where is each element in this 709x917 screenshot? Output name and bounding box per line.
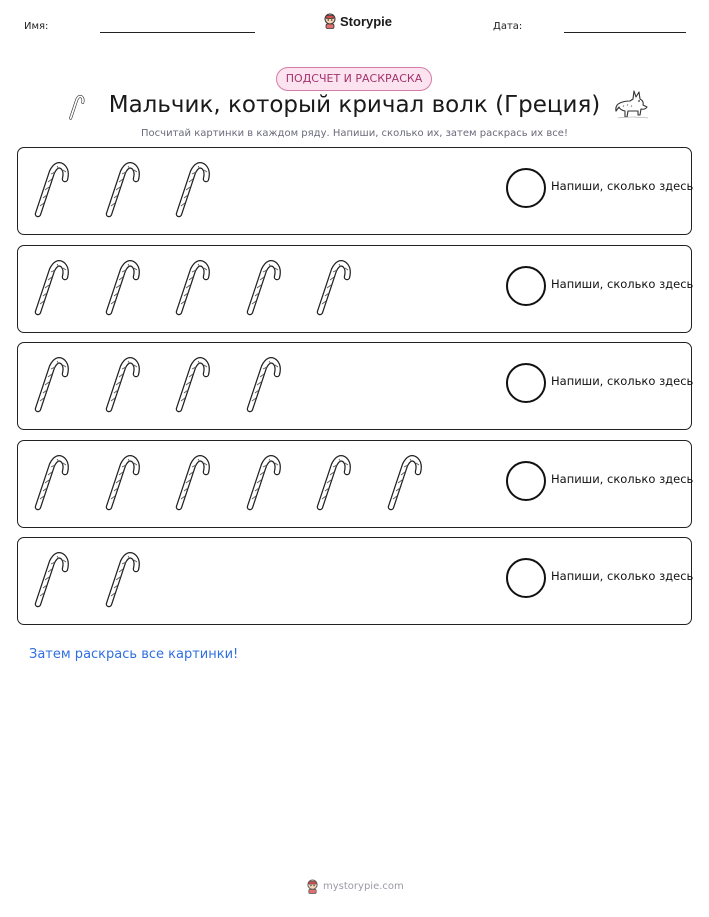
answer-circle[interactable]: [506, 461, 546, 501]
write-count-label: Напиши, сколько здесь: [551, 374, 694, 388]
candy-cane-icon: [242, 353, 282, 415]
candy-cane-icon: [30, 451, 70, 513]
count-row: [17, 537, 692, 625]
instructions: Посчитай картинки в каждом ряду. Напиши, сколько их, затем раскрась их все!: [141, 128, 568, 139]
candy-cane-icon: [312, 451, 352, 513]
candy-cane-icon: [171, 158, 211, 220]
answer-circle[interactable]: [506, 558, 546, 598]
candy-cane-icon: [312, 256, 352, 318]
page-title: Мальчик, который кричал волк (Греция): [108, 92, 601, 118]
name-label: Имя:: [24, 21, 49, 32]
brand-name: Storypie: [340, 13, 393, 29]
candy-cane-icon: [101, 451, 141, 513]
name-line[interactable]: [100, 32, 255, 33]
date-label: Дата:: [493, 21, 523, 32]
write-count-label: Напиши, сколько здесь: [551, 179, 694, 193]
count-row: [17, 245, 692, 333]
candy-cane-icon: [101, 353, 141, 415]
count-row: [17, 440, 692, 528]
bottom-note: Затем раскрась все картинки!: [29, 647, 239, 662]
candy-cane-icon: [101, 256, 141, 318]
answer-circle[interactable]: [506, 168, 546, 208]
candy-cane-icon: [171, 256, 211, 318]
candy-cane-icon: [171, 353, 211, 415]
candy-cane-icon: [383, 451, 423, 513]
candy-cane-icon: [30, 158, 70, 220]
storypie-mascot-icon: [323, 13, 337, 29]
candy-cane-icon: [171, 451, 211, 513]
candy-cane-icon: [101, 158, 141, 220]
candy-cane-icon: [101, 548, 141, 610]
count-row: [17, 147, 692, 235]
footer: [306, 879, 404, 894]
candy-cane-icon: [242, 451, 282, 513]
candy-cane-icon: [30, 548, 70, 610]
candy-cane-icon: [242, 256, 282, 318]
date-line[interactable]: [564, 32, 686, 33]
answer-circle[interactable]: [506, 266, 546, 306]
count-row: [17, 342, 692, 430]
candy-cane-icon: [30, 353, 70, 415]
storypie-mascot-icon: [306, 879, 319, 894]
answer-circle[interactable]: [506, 363, 546, 403]
footer-url: mystorypie.com: [323, 881, 404, 892]
write-count-label: Напиши, сколько здесь: [551, 276, 694, 291]
write-count-label: Напиши, сколько здесь: [551, 471, 694, 486]
write-count-label: Напиши, сколько здесь: [551, 569, 694, 583]
brand-logo: [323, 13, 392, 29]
wolf-icon: [614, 87, 650, 125]
candy-cane-icon: [30, 256, 70, 318]
activity-badge: ПОДСЧЕТ И РАСКРАСКА: [276, 67, 432, 91]
